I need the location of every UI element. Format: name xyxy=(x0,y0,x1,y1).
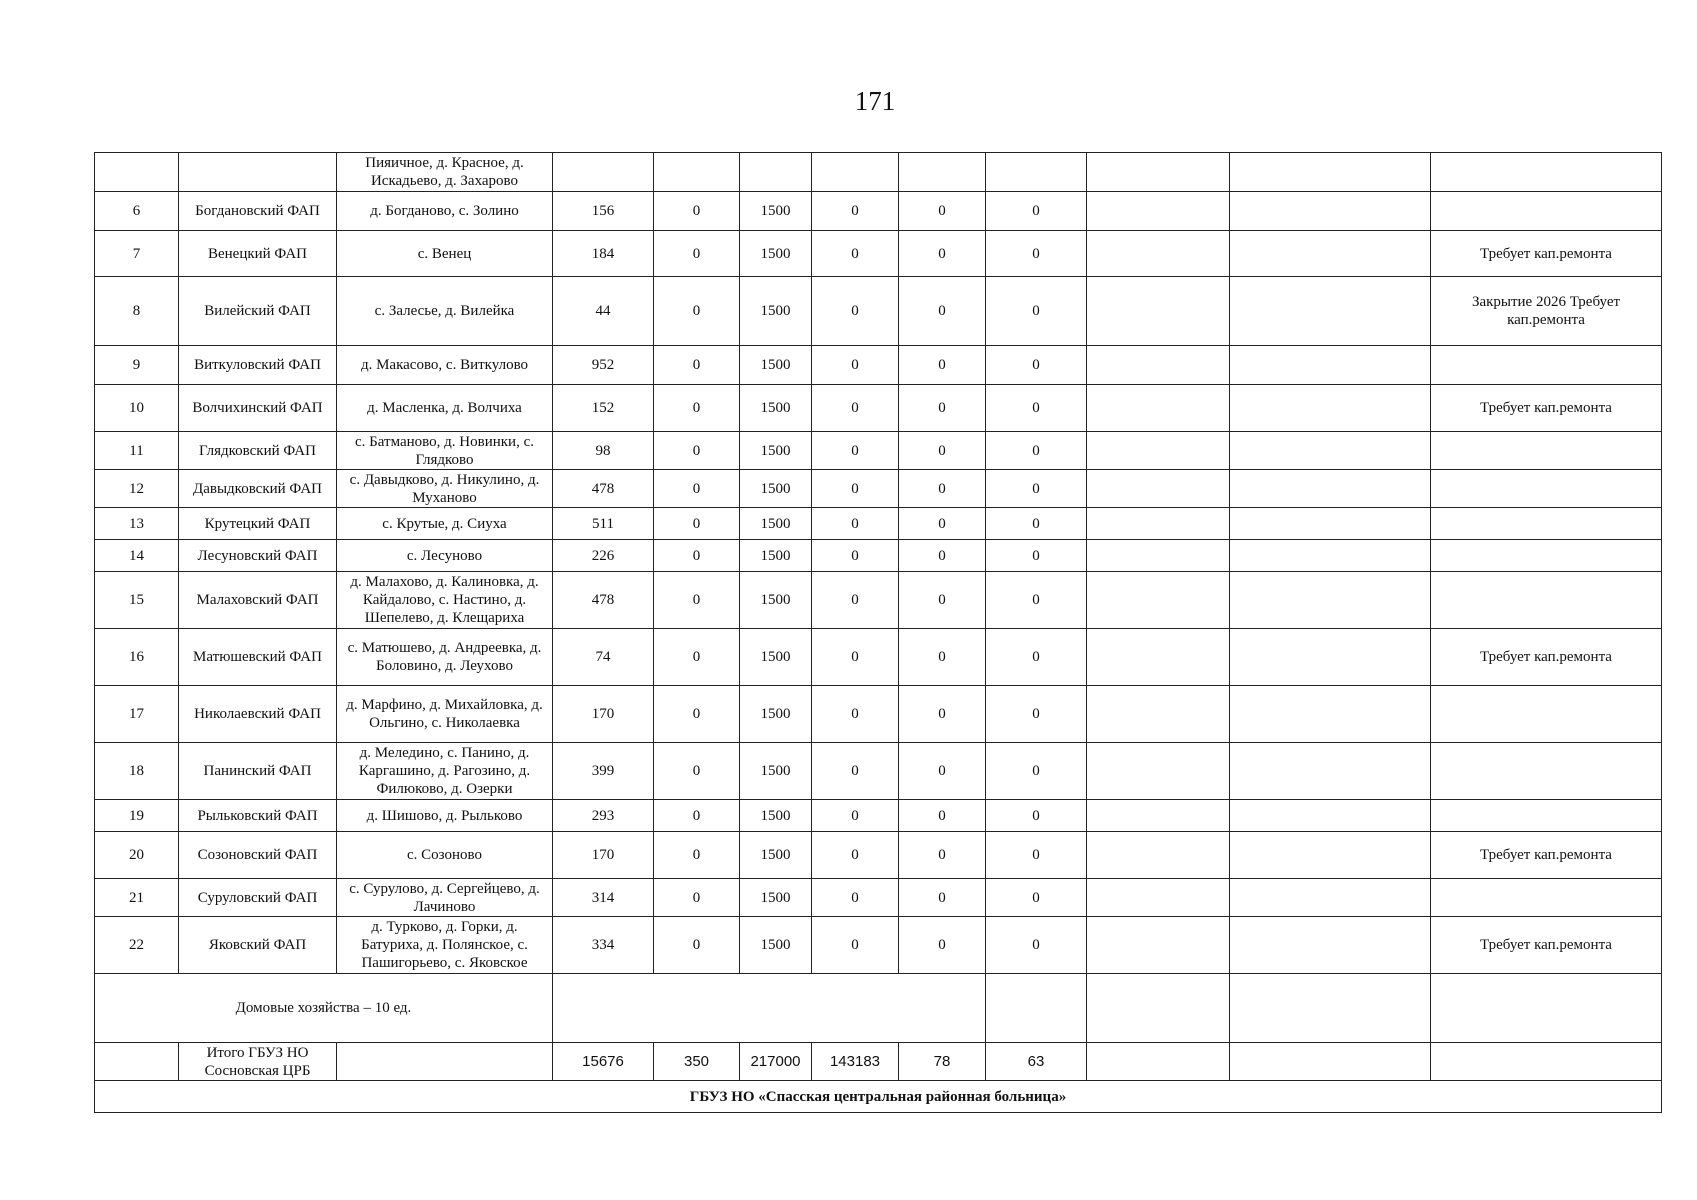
note-cell: Закрытие 2026 Требует кап.ремонта xyxy=(1431,277,1662,346)
empty-cell xyxy=(1230,432,1431,470)
value-cell: 0 xyxy=(986,192,1087,231)
value-cell: 1500 xyxy=(740,470,812,508)
value-cell: 0 xyxy=(812,879,899,917)
value-cell: 0 xyxy=(899,470,986,508)
note-cell: Требует кап.ремонта xyxy=(1431,629,1662,686)
empty-cell xyxy=(1087,917,1230,974)
note-cell: Требует кап.ремонта xyxy=(1431,832,1662,879)
note-cell: Требует кап.ремонта xyxy=(1431,917,1662,974)
total-value: 217000 xyxy=(740,1043,812,1081)
value-cell: 0 xyxy=(899,917,986,974)
page-number: 171 xyxy=(854,86,896,116)
households-cell xyxy=(986,974,1087,1043)
total-label: Итого ГБУЗ НО Сосновская ЦРБ xyxy=(179,1043,337,1081)
value-cell: 1500 xyxy=(740,572,812,629)
value-cell: 0 xyxy=(986,686,1087,743)
value-cell: 0 xyxy=(899,743,986,800)
empty-cell xyxy=(1087,800,1230,832)
facility-name: Крутецкий ФАП xyxy=(179,508,337,540)
table-row xyxy=(95,346,1662,385)
empty-cell xyxy=(1087,832,1230,879)
value-cell: 0 xyxy=(812,508,899,540)
row-number: 12 xyxy=(95,470,179,508)
value-cell xyxy=(740,153,812,192)
value-cell: 0 xyxy=(899,432,986,470)
value-cell: 170 xyxy=(553,686,654,743)
value-cell: 0 xyxy=(654,277,740,346)
empty-cell xyxy=(1087,743,1230,800)
settlements: с. Залесье, д. Вилейка xyxy=(337,277,553,346)
table-row xyxy=(95,470,1662,508)
row-number: 21 xyxy=(95,879,179,917)
value-cell: 184 xyxy=(553,231,654,277)
table-row xyxy=(95,540,1662,572)
row-number: 9 xyxy=(95,346,179,385)
value-cell: 0 xyxy=(812,572,899,629)
value-cell: 0 xyxy=(654,346,740,385)
households-cell xyxy=(553,974,986,1043)
facility-name: Виткуловский ФАП xyxy=(179,346,337,385)
value-cell: 399 xyxy=(553,743,654,800)
value-cell: 334 xyxy=(553,917,654,974)
value-cell: 1500 xyxy=(740,832,812,879)
value-cell: 0 xyxy=(812,629,899,686)
table-row xyxy=(95,385,1662,432)
value-cell: 0 xyxy=(654,879,740,917)
total-value: 78 xyxy=(899,1043,986,1081)
row-number xyxy=(95,153,179,192)
empty-cell xyxy=(1230,800,1431,832)
facility-name: Николаевский ФАП xyxy=(179,686,337,743)
value-cell: 0 xyxy=(654,231,740,277)
value-cell: 0 xyxy=(654,470,740,508)
value-cell: 0 xyxy=(899,277,986,346)
facility-name xyxy=(179,153,337,192)
empty-cell xyxy=(1230,192,1431,231)
value-cell: 1500 xyxy=(740,508,812,540)
value-cell: 0 xyxy=(986,508,1087,540)
total-value: 143183 xyxy=(812,1043,899,1081)
empty-cell xyxy=(1230,686,1431,743)
total-empty xyxy=(1431,1043,1662,1081)
value-cell: 226 xyxy=(553,540,654,572)
value-cell: 0 xyxy=(986,540,1087,572)
table-row xyxy=(95,917,1662,974)
total-empty xyxy=(1230,1043,1431,1081)
empty-cell xyxy=(1230,231,1431,277)
value-cell: 0 xyxy=(812,346,899,385)
value-cell: 0 xyxy=(899,385,986,432)
facility-name: Малаховский ФАП xyxy=(179,572,337,629)
row-number: 17 xyxy=(95,686,179,743)
facility-name: Давыдковский ФАП xyxy=(179,470,337,508)
settlements: с. Давыдково, д. Никулино, д. Муханово xyxy=(337,470,553,508)
settlements: с. Лесуново xyxy=(337,540,553,572)
empty-cell xyxy=(1087,629,1230,686)
empty-cell xyxy=(1230,540,1431,572)
settlements: д. Малахово, д. Калиновка, д. Кайдалово, с. Настино, д. Шепелево, д. Клещариха xyxy=(337,572,553,629)
households-cell xyxy=(1087,974,1230,1043)
row-number: 20 xyxy=(95,832,179,879)
value-cell: 0 xyxy=(654,743,740,800)
note-cell xyxy=(1431,346,1662,385)
settlements: д. Масленка, д. Волчиха xyxy=(337,385,553,432)
row-number: 6 xyxy=(95,192,179,231)
total-empty xyxy=(1087,1043,1230,1081)
value-cell: 0 xyxy=(899,192,986,231)
table-row xyxy=(95,153,1662,192)
settlements: д. Турково, д. Горки, д. Батуриха, д. Полянское, с. Пашигорьево, с. Яковское xyxy=(337,917,553,974)
settlements: д. Шишово, д. Рыльково xyxy=(337,800,553,832)
note-cell xyxy=(1431,470,1662,508)
value-cell: 0 xyxy=(986,385,1087,432)
empty-cell xyxy=(1230,277,1431,346)
facility-name: Панинский ФАП xyxy=(179,743,337,800)
facilities-table xyxy=(94,152,1662,1113)
note-cell: Требует кап.ремонта xyxy=(1431,231,1662,277)
empty-cell xyxy=(1087,277,1230,346)
value-cell xyxy=(812,153,899,192)
value-cell: 478 xyxy=(553,572,654,629)
value-cell: 0 xyxy=(899,629,986,686)
total-row xyxy=(95,1043,1662,1081)
value-cell: 0 xyxy=(654,572,740,629)
row-number: 16 xyxy=(95,629,179,686)
settlements: д. Богданово, с. Золино xyxy=(337,192,553,231)
settlements: с. Крутые, д. Сиуха xyxy=(337,508,553,540)
value-cell: 74 xyxy=(553,629,654,686)
total-value: 350 xyxy=(654,1043,740,1081)
facility-name: Лесуновский ФАП xyxy=(179,540,337,572)
table-row xyxy=(95,277,1662,346)
value-cell: 156 xyxy=(553,192,654,231)
value-cell: 1500 xyxy=(740,192,812,231)
empty-cell xyxy=(1230,629,1431,686)
value-cell: 0 xyxy=(654,385,740,432)
value-cell: 1500 xyxy=(740,540,812,572)
value-cell: 1500 xyxy=(740,346,812,385)
note-cell xyxy=(1431,686,1662,743)
settlements: Пияичное, д. Красное, д. Искадьево, д. Захарово xyxy=(337,153,553,192)
value-cell: 0 xyxy=(812,277,899,346)
value-cell: 0 xyxy=(812,540,899,572)
value-cell: 0 xyxy=(812,686,899,743)
empty-cell xyxy=(1087,686,1230,743)
empty-cell xyxy=(1230,879,1431,917)
value-cell: 0 xyxy=(986,743,1087,800)
value-cell: 314 xyxy=(553,879,654,917)
row-number: 11 xyxy=(95,432,179,470)
value-cell: 0 xyxy=(654,192,740,231)
value-cell: 0 xyxy=(812,832,899,879)
empty-cell xyxy=(1087,231,1230,277)
value-cell: 0 xyxy=(899,800,986,832)
facility-name: Богдановский ФАП xyxy=(179,192,337,231)
value-cell: 1500 xyxy=(740,800,812,832)
value-cell: 152 xyxy=(553,385,654,432)
row-number: 8 xyxy=(95,277,179,346)
value-cell: 98 xyxy=(553,432,654,470)
table-body xyxy=(95,153,1662,974)
value-cell: 0 xyxy=(899,231,986,277)
note-cell xyxy=(1431,743,1662,800)
value-cell: 478 xyxy=(553,470,654,508)
row-number: 14 xyxy=(95,540,179,572)
value-cell: 0 xyxy=(986,800,1087,832)
value-cell: 0 xyxy=(986,277,1087,346)
empty-cell xyxy=(1087,470,1230,508)
empty-cell xyxy=(1230,385,1431,432)
settlements: с. Матюшево, д. Андреевка, д. Боловино, д. Леухово xyxy=(337,629,553,686)
value-cell: 0 xyxy=(654,508,740,540)
section-heading-row xyxy=(95,1081,1662,1113)
value-cell: 1500 xyxy=(740,743,812,800)
value-cell: 0 xyxy=(899,572,986,629)
value-cell: 0 xyxy=(899,508,986,540)
empty-cell xyxy=(1087,540,1230,572)
note-cell xyxy=(1431,153,1662,192)
value-cell: 1500 xyxy=(740,385,812,432)
value-cell: 0 xyxy=(899,540,986,572)
facility-name: Волчихинский ФАП xyxy=(179,385,337,432)
value-cell xyxy=(553,153,654,192)
empty-cell xyxy=(1230,153,1431,192)
empty-cell xyxy=(1230,346,1431,385)
value-cell: 0 xyxy=(654,800,740,832)
value-cell: 170 xyxy=(553,832,654,879)
note-cell xyxy=(1431,879,1662,917)
value-cell: 0 xyxy=(986,917,1087,974)
value-cell: 0 xyxy=(899,832,986,879)
note-cell xyxy=(1431,192,1662,231)
table-row xyxy=(95,879,1662,917)
facility-name: Яковский ФАП xyxy=(179,917,337,974)
value-cell: 1500 xyxy=(740,432,812,470)
value-cell: 1500 xyxy=(740,231,812,277)
row-number: 18 xyxy=(95,743,179,800)
table-row xyxy=(95,192,1662,231)
value-cell: 0 xyxy=(812,743,899,800)
value-cell: 1500 xyxy=(740,686,812,743)
note-cell xyxy=(1431,800,1662,832)
households-label: Домовые хозяйства – 10 ед. xyxy=(95,974,553,1043)
empty-cell xyxy=(1087,385,1230,432)
table-row xyxy=(95,832,1662,879)
empty-cell xyxy=(1087,432,1230,470)
row-number: 7 xyxy=(95,231,179,277)
value-cell: 0 xyxy=(812,917,899,974)
value-cell: 0 xyxy=(899,346,986,385)
empty-cell xyxy=(1087,508,1230,540)
empty-cell xyxy=(1230,832,1431,879)
households-cell xyxy=(1431,974,1662,1043)
value-cell: 0 xyxy=(654,686,740,743)
total-settlements xyxy=(337,1043,553,1081)
empty-cell xyxy=(1087,346,1230,385)
value-cell: 0 xyxy=(986,832,1087,879)
note-cell xyxy=(1431,572,1662,629)
value-cell: 1500 xyxy=(740,277,812,346)
value-cell: 0 xyxy=(812,192,899,231)
value-cell: 511 xyxy=(553,508,654,540)
value-cell: 0 xyxy=(899,686,986,743)
section-heading: ГБУЗ НО «Спасская центральная районная больница» xyxy=(95,1081,1662,1113)
value-cell xyxy=(986,153,1087,192)
note-cell xyxy=(1431,432,1662,470)
empty-cell xyxy=(1230,508,1431,540)
empty-cell xyxy=(1230,743,1431,800)
value-cell: 0 xyxy=(986,879,1087,917)
row-number: 19 xyxy=(95,800,179,832)
households-cell xyxy=(1230,974,1431,1043)
note-cell: Требует кап.ремонта xyxy=(1431,385,1662,432)
total-num xyxy=(95,1043,179,1081)
facility-name: Матюшевский ФАП xyxy=(179,629,337,686)
value-cell: 952 xyxy=(553,346,654,385)
value-cell: 293 xyxy=(553,800,654,832)
value-cell: 1500 xyxy=(740,879,812,917)
table-row xyxy=(95,800,1662,832)
settlements: д. Марфино, д. Михайловка, д. Ольгино, с. Николаевка xyxy=(337,686,553,743)
value-cell xyxy=(654,153,740,192)
total-value: 15676 xyxy=(553,1043,654,1081)
value-cell: 0 xyxy=(812,470,899,508)
facility-name: Вилейский ФАП xyxy=(179,277,337,346)
row-number: 22 xyxy=(95,917,179,974)
value-cell: 0 xyxy=(812,385,899,432)
value-cell: 1500 xyxy=(740,917,812,974)
value-cell: 44 xyxy=(553,277,654,346)
value-cell: 0 xyxy=(812,800,899,832)
facility-name: Суруловский ФАП xyxy=(179,879,337,917)
settlements: с. Созоново xyxy=(337,832,553,879)
value-cell xyxy=(899,153,986,192)
settlements: д. Меледино, с. Панино, д. Каргашино, д. Рагозино, д. Филюково, д. Озерки xyxy=(337,743,553,800)
table-row xyxy=(95,572,1662,629)
note-cell xyxy=(1431,540,1662,572)
settlements: с. Сурулово, д. Сергейцево, д. Лачиново xyxy=(337,879,553,917)
row-number: 13 xyxy=(95,508,179,540)
value-cell: 0 xyxy=(986,432,1087,470)
total-value: 63 xyxy=(986,1043,1087,1081)
facility-name: Рыльковский ФАП xyxy=(179,800,337,832)
value-cell: 0 xyxy=(812,432,899,470)
value-cell: 0 xyxy=(654,832,740,879)
value-cell: 0 xyxy=(986,231,1087,277)
settlements: с. Батманово, д. Новинки, с. Глядково xyxy=(337,432,553,470)
value-cell: 0 xyxy=(986,629,1087,686)
row-number: 15 xyxy=(95,572,179,629)
value-cell: 0 xyxy=(654,432,740,470)
table-row xyxy=(95,629,1662,686)
empty-cell xyxy=(1230,917,1431,974)
empty-cell xyxy=(1230,572,1431,629)
table-row xyxy=(95,686,1662,743)
facility-name: Созоновский ФАП xyxy=(179,832,337,879)
settlements: с. Венец xyxy=(337,231,553,277)
empty-cell xyxy=(1230,470,1431,508)
table-row xyxy=(95,231,1662,277)
table-row xyxy=(95,508,1662,540)
households-row xyxy=(95,974,1662,1043)
empty-cell xyxy=(1087,153,1230,192)
note-cell xyxy=(1431,508,1662,540)
table-row xyxy=(95,432,1662,470)
value-cell: 0 xyxy=(812,231,899,277)
settlements: д. Макасово, с. Виткулово xyxy=(337,346,553,385)
table-row xyxy=(95,743,1662,800)
value-cell: 0 xyxy=(654,629,740,686)
value-cell: 0 xyxy=(899,879,986,917)
facility-name: Венецкий ФАП xyxy=(179,231,337,277)
value-cell: 0 xyxy=(986,346,1087,385)
value-cell: 0 xyxy=(654,540,740,572)
value-cell: 1500 xyxy=(740,629,812,686)
row-number: 10 xyxy=(95,385,179,432)
value-cell: 0 xyxy=(986,470,1087,508)
empty-cell xyxy=(1087,192,1230,231)
empty-cell xyxy=(1087,879,1230,917)
value-cell: 0 xyxy=(986,572,1087,629)
facility-name: Глядковский ФАП xyxy=(179,432,337,470)
empty-cell xyxy=(1087,572,1230,629)
value-cell: 0 xyxy=(654,917,740,974)
